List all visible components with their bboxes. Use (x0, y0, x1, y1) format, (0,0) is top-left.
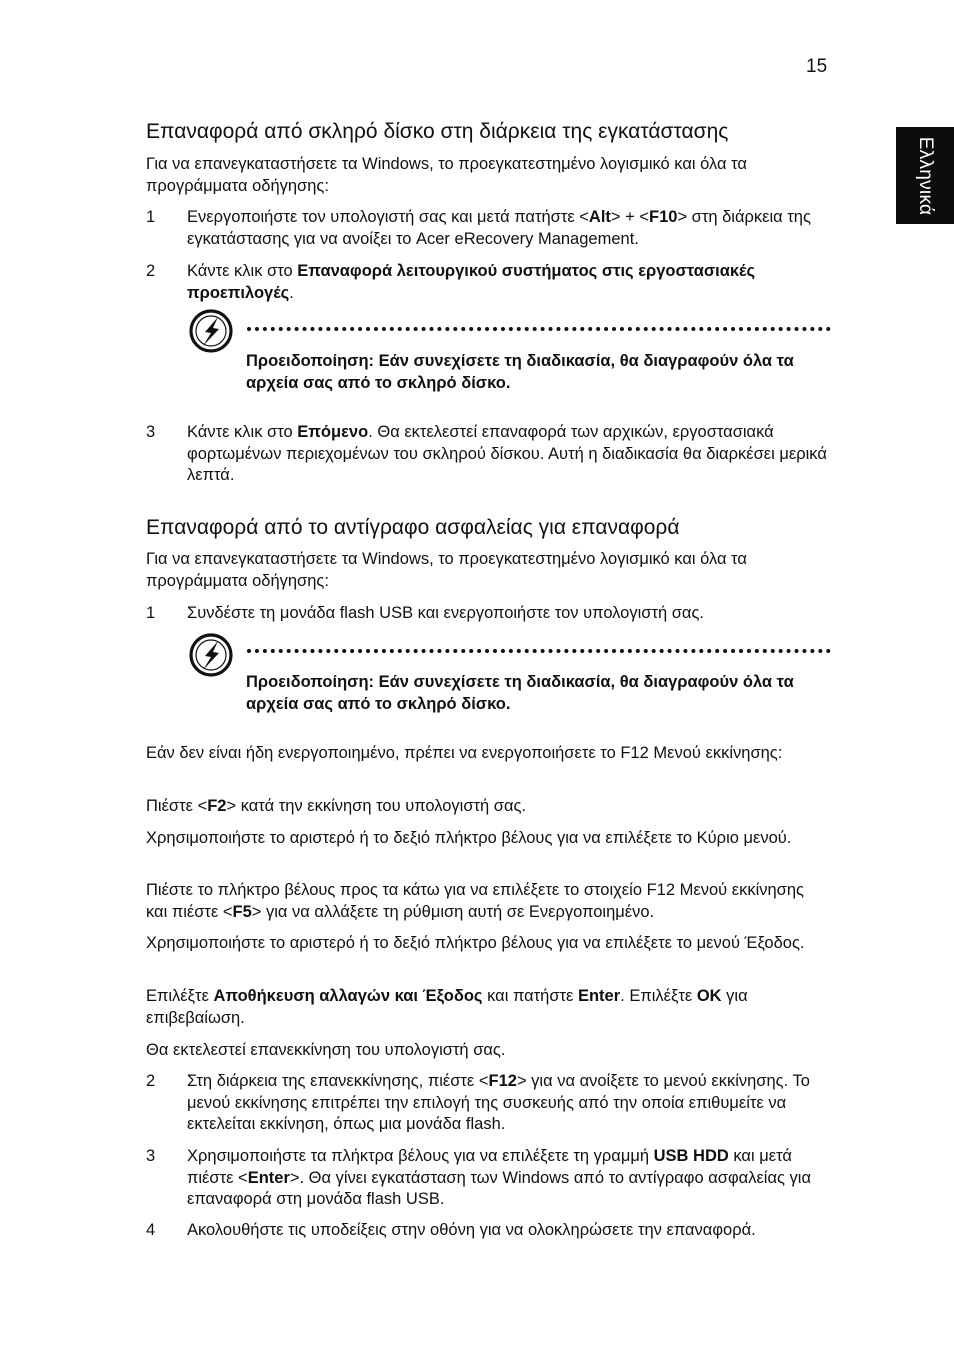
warning-lightning-icon (188, 308, 234, 354)
section2-warning-text: Προειδοποίηση: Εάν συνεχίσετε τη διαδικασία, θα διαγραφούν όλα τα αρχεία σας από το σκληρό δίσκο. (246, 673, 794, 713)
section2-para2: Πιέστε <F2> κατά την εκκίνηση του υπολογιστή σας. (146, 797, 527, 815)
page-number: 15 (806, 56, 828, 77)
section2-heading: Επαναφορά από το αντίγραφο ασφαλείας για επαναφορά (146, 516, 680, 539)
section2-para3: Χρησιμοποιήστε το αριστερό ή το δεξιό πλήκτρο βέλους για να επιλέξετε το Κύριο μενού. (146, 829, 792, 847)
section2-intro: Για να επανεγκαταστήσετε τα Windows, το προεγκατεστημένο λογισμικό και όλα τα προγράμματα οδήγησης: (146, 550, 747, 590)
section1-intro: Για να επανεγκαταστήσετε τα Windows, το προεγκατεστημένο λογισμικό και όλα τα προγράμματα οδήγησης: (146, 155, 747, 195)
step-number: 3 (146, 423, 156, 441)
step-number: 3 (146, 1147, 156, 1165)
section2-para5: Χρησιμοποιήστε το αριστερό ή το δεξιό πλήκτρο βέλους για να επιλέξετε το μενού Έξοδος. (146, 934, 805, 952)
section1-heading: Επαναφορά από σκληρό δίσκο στη διάρκεια της εγκατάστασης (146, 120, 729, 143)
step-number: 1 (146, 208, 156, 226)
section2-step2: Στη διάρκεια της επανεκκίνησης, πιέστε <F12> για να ανοίξετε το μενού εκκίνησης. Το μενού εκκίνησης επιτρέπει την επιλογή της συσκευής από την οποία επιθυμείτε να εκτελείται εκκίνηση, όπως μια μονάδα flash. (187, 1072, 810, 1133)
step-number: 4 (146, 1221, 156, 1239)
section1-step2: Κάντε κλικ στο Επαναφορά λειτουργικού συστήματος στις εργοστασιακές προεπιλογές. (187, 262, 756, 302)
section2-step3: Χρησιμοποιήστε τα πλήκτρα βέλους για να επιλέξετε τη γραμμή USB HDD και μετά πιέστε <Enter>. Θα γίνει εγκατάσταση των Windows από το αντίγραφο ασφαλείας για επαναφορά στη μονάδα flash USB. (187, 1147, 811, 1208)
step-number: 2 (146, 262, 156, 280)
section2-para6: Επιλέξτε Αποθήκευση αλλαγών και Έξοδος και πατήστε Enter. Επιλέξτε OK για επιβεβαίωση. (146, 987, 748, 1027)
section2-para7: Θα εκτελεστεί επανεκκίνηση του υπολογιστή σας. (146, 1041, 506, 1059)
warning-lightning-icon (188, 632, 234, 678)
section2-para4: Πιέστε το πλήκτρο βέλους προς τα κάτω για να επιλέξετε το στοιχείο F12 Μενού εκκίνησης και πιέστε <F5> για να αλλάξετε τη ρύθμιση αυτή σε Ενεργοποιημένο. (146, 881, 804, 921)
section1-warning-text: Προειδοποίηση: Εάν συνεχίσετε τη διαδικασία, θα διαγραφούν όλα τα αρχεία σας από το σκληρό δίσκο. (246, 352, 794, 392)
step-number: 1 (146, 604, 156, 622)
language-tab-label: Ελληνικά (915, 136, 936, 215)
warning-divider (247, 327, 831, 331)
section1-step3: Κάντε κλικ στο Επόμενο. Θα εκτελεστεί επαναφορά των αρχικών, εργοστασιακά φορτωμένων περιεχομένων του σκληρού δίσκου. Αυτή η διαδικασία θα διαρκέσει μερικά λεπτά. (187, 423, 827, 484)
section2-step1: Συνδέστε τη μονάδα flash USB και ενεργοποιήστε τον υπολογιστή σας. (187, 604, 704, 622)
section2-step4: Ακολουθήστε τις υποδείξεις στην οθόνη για να ολοκληρώσετε την επαναφορά. (187, 1221, 756, 1239)
language-tab (896, 127, 954, 224)
warning-divider (247, 649, 831, 653)
step-number: 2 (146, 1072, 156, 1090)
section1-step1: Ενεργοποιήστε τον υπολογιστή σας και μετά πατήστε <Alt> + <F10> στη διάρκεια της εγκατάστασης για να ανοίξει το Acer eRecovery Management. (187, 208, 811, 248)
section2-para1: Εάν δεν είναι ήδη ενεργοποιημένο, πρέπει να ενεργοποιήσετε το F12 Μενού εκκίνησης: (146, 744, 783, 762)
